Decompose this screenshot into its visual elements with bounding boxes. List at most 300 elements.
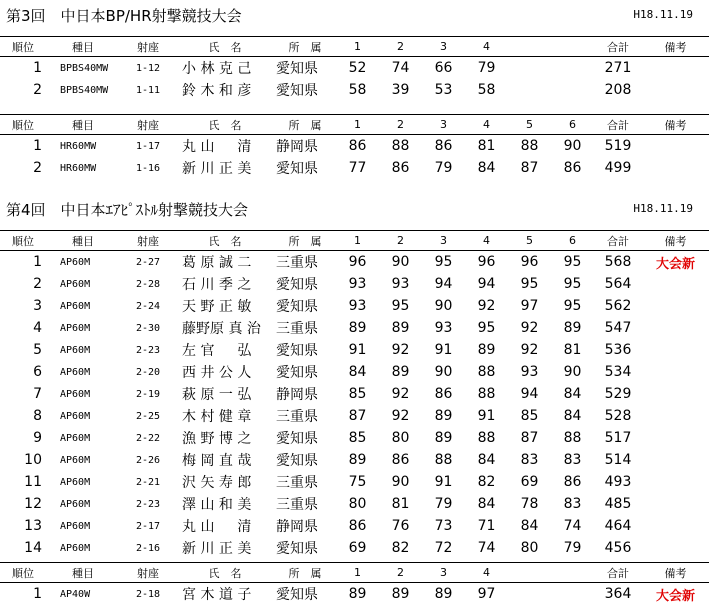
rank-cell: 2 [0,157,46,179]
score-cell: 96 [336,251,379,274]
table-header [0,37,709,57]
score-cell: 79 [465,57,508,80]
header-rank: 順位 [0,563,46,583]
score-cell: 93 [508,361,551,383]
total-cell: 271 [594,57,642,80]
score-cell: 89 [379,317,422,339]
score-cell: 76 [379,515,422,537]
lane-cell: 2-21 [120,471,176,493]
score-cell: 85 [336,427,379,449]
rank-cell: 9 [0,427,46,449]
header-score: 1 [336,231,379,251]
table-row [0,471,709,493]
score-cell: 90 [422,361,465,383]
score-cell: 89 [336,583,379,605]
name-cell: 宮 木 道 子 [176,583,274,605]
name-cell: 沢 矢 寿 郎 [176,471,274,493]
score-cell: 89 [422,583,465,605]
header-score: 2 [379,37,422,57]
score-cell: 81 [465,135,508,158]
remarks-cell: 大会新 [642,583,709,605]
total-cell: 568 [594,251,642,274]
header-name: 氏 名 [176,231,274,251]
score-cell: 83 [551,449,594,471]
score-cell: 92 [379,383,422,405]
score-cell: 90 [422,295,465,317]
header-score: 4 [465,563,508,583]
remarks-cell [642,361,709,383]
lane-cell: 2-30 [120,317,176,339]
score-cell: 87 [508,157,551,179]
header-score: 1 [336,563,379,583]
lane-cell: 2-18 [120,583,176,605]
score-cell: 94 [508,383,551,405]
total-cell: 547 [594,317,642,339]
score-cell: 92 [379,405,422,427]
event-cell: AP60M [46,339,120,361]
remarks-cell [642,493,709,515]
header-remarks: 備考 [642,37,709,57]
score-cell: 91 [422,471,465,493]
score-cell: 72 [422,537,465,559]
name-cell: 鈴 木 和 彦 [176,79,274,101]
table-row [0,135,709,158]
event-cell: AP60M [46,471,120,493]
score-cell: 80 [336,493,379,515]
header-score: 4 [465,115,508,135]
event-cell: AP60M [46,317,120,339]
score-cell [508,583,551,605]
remarks-cell [642,57,709,80]
header-name: 氏 名 [176,37,274,57]
score-cell: 82 [379,537,422,559]
score-cell: 89 [422,427,465,449]
header-rank: 順位 [0,37,46,57]
score-cell: 87 [336,405,379,427]
name-cell: 新 川 正 美 [176,157,274,179]
name-cell: 木 村 健 章 [176,405,274,427]
remarks-cell [642,135,709,158]
score-cell: 69 [336,537,379,559]
total-cell: 464 [594,515,642,537]
header-score: 1 [336,37,379,57]
event-cell: HR60MW [46,135,120,158]
header-total: 合計 [594,231,642,251]
score-cell: 95 [422,251,465,274]
remarks-cell [642,515,709,537]
table-row [0,273,709,295]
remarks-cell: 大会新 [642,251,709,274]
header-lane: 射座 [120,563,176,583]
lane-cell: 2-26 [120,449,176,471]
header-rank: 順位 [0,231,46,251]
lane-cell: 2-23 [120,493,176,515]
name-cell: 左 官 弘 [176,339,274,361]
affiliation-cell: 三重県 [274,405,336,427]
table-row [0,295,709,317]
remarks-cell [642,157,709,179]
score-cell: 84 [336,361,379,383]
header-score: 4 [465,231,508,251]
lane-cell: 2-22 [120,427,176,449]
score-cell: 89 [379,361,422,383]
score-cell: 87 [508,427,551,449]
table-row [0,57,709,80]
score-cell: 91 [422,339,465,361]
score-cell: 90 [551,361,594,383]
table-row [0,251,709,274]
score-cell: 79 [422,493,465,515]
score-cell: 88 [465,361,508,383]
header-lane: 射座 [120,231,176,251]
name-cell: 丸 山 清 [176,135,274,158]
remarks-cell [642,471,709,493]
header-score: 3 [422,115,465,135]
affiliation-cell: 愛知県 [274,79,336,101]
score-cell: 83 [508,449,551,471]
affiliation-cell: 三重県 [274,493,336,515]
name-cell: 萩 原 一 弘 [176,383,274,405]
name-cell: 小 林 克 己 [176,57,274,80]
score-cell: 79 [422,157,465,179]
header-remarks: 備考 [642,231,709,251]
header-score: 2 [379,231,422,251]
score-cell: 89 [551,317,594,339]
lane-cell: 2-27 [120,251,176,274]
header-total: 合計 [594,563,642,583]
table-row [0,361,709,383]
name-cell: 葛 原 誠 二 [176,251,274,274]
rank-cell: 11 [0,471,46,493]
score-cell: 75 [336,471,379,493]
name-cell: 新 川 正 美 [176,537,274,559]
score-cell: 93 [379,273,422,295]
name-cell: 西 井 公 人 [176,361,274,383]
score-cell: 66 [422,57,465,80]
score-cell: 89 [465,339,508,361]
score-cell: 90 [551,135,594,158]
header-score: 3 [422,37,465,57]
score-cell: 89 [379,583,422,605]
results-table [0,230,709,559]
score-cell: 88 [551,427,594,449]
table-row [0,493,709,515]
total-cell: 534 [594,361,642,383]
header-lane: 射座 [120,37,176,57]
affiliation-cell: 愛知県 [274,449,336,471]
total-cell: 514 [594,449,642,471]
header-score: 2 [379,563,422,583]
score-cell: 77 [336,157,379,179]
name-cell: 藤野原 真 治 [176,317,274,339]
table-row [0,449,709,471]
header-score: 6 [551,231,594,251]
remarks-cell [642,317,709,339]
score-cell: 96 [465,251,508,274]
affiliation-cell: 愛知県 [274,157,336,179]
table-row [0,427,709,449]
score-cell: 86 [551,157,594,179]
rank-cell: 5 [0,339,46,361]
header-score: 1 [336,115,379,135]
total-cell: 364 [594,583,642,605]
remarks-cell [642,339,709,361]
rank-cell: 1 [0,251,46,274]
header-score: 5 [508,115,551,135]
header-rank: 順位 [0,115,46,135]
header-remarks: 備考 [642,115,709,135]
header-name: 氏 名 [176,563,274,583]
lane-cell: 2-19 [120,383,176,405]
score-cell: 79 [551,537,594,559]
affiliation-cell: 愛知県 [274,57,336,80]
score-cell: 81 [551,339,594,361]
score-cell: 95 [551,251,594,274]
score-cell: 97 [465,583,508,605]
score-cell: 88 [465,383,508,405]
score-cell: 84 [551,383,594,405]
rank-cell: 13 [0,515,46,537]
score-cell: 74 [465,537,508,559]
score-cell: 78 [508,493,551,515]
remarks-cell [642,295,709,317]
name-cell: 天 野 正 敏 [176,295,274,317]
table-row [0,383,709,405]
score-cell: 93 [422,317,465,339]
lane-cell: 2-24 [120,295,176,317]
affiliation-cell: 愛知県 [274,361,336,383]
score-cell: 93 [336,273,379,295]
table-row [0,339,709,361]
rank-cell: 12 [0,493,46,515]
score-cell [551,583,594,605]
event-cell: AP60M [46,449,120,471]
score-cell: 88 [379,135,422,158]
event-cell: HR60MW [46,157,120,179]
header-affiliation: 所 属 [274,115,336,135]
score-cell: 84 [551,405,594,427]
score-cell [508,57,551,80]
rank-cell: 6 [0,361,46,383]
name-cell: 石 川 季 之 [176,273,274,295]
rank-cell: 1 [0,135,46,158]
table-row [0,157,709,179]
total-cell: 562 [594,295,642,317]
score-cell: 86 [379,449,422,471]
total-cell: 564 [594,273,642,295]
score-cell: 58 [336,79,379,101]
score-cell [551,57,594,80]
score-cell: 96 [508,251,551,274]
score-cell [551,79,594,101]
remarks-cell [642,273,709,295]
lane-cell: 2-20 [120,361,176,383]
score-cell: 88 [465,427,508,449]
rank-cell: 1 [0,57,46,80]
results-table [0,36,709,101]
table-row [0,317,709,339]
header-lane: 射座 [120,115,176,135]
event-cell: AP60M [46,405,120,427]
lane-cell: 2-16 [120,537,176,559]
name-cell: 梅 岡 直 哉 [176,449,274,471]
header-score: 3 [422,231,465,251]
score-cell: 85 [508,405,551,427]
score-cell: 86 [336,515,379,537]
event-cell: AP60M [46,295,120,317]
total-cell: 208 [594,79,642,101]
lane-cell: 1-11 [120,79,176,101]
event-cell: AP60M [46,427,120,449]
header-affiliation: 所 属 [274,37,336,57]
event-cell: AP60M [46,493,120,515]
table-row [0,405,709,427]
affiliation-cell: 愛知県 [274,273,336,295]
table-row [0,515,709,537]
score-cell: 58 [465,79,508,101]
affiliation-cell: 愛知県 [274,339,336,361]
table-row [0,79,709,101]
name-cell: 澤 山 和 美 [176,493,274,515]
header-event: 種目 [46,115,120,135]
header-score [551,37,594,57]
score-cell: 86 [422,383,465,405]
score-cell: 92 [465,295,508,317]
total-cell: 519 [594,135,642,158]
event-cell: AP40W [46,583,120,605]
score-cell: 86 [551,471,594,493]
score-cell: 81 [379,493,422,515]
score-cell: 90 [379,251,422,274]
remarks-cell [642,449,709,471]
score-cell: 86 [336,135,379,158]
score-cell: 84 [508,515,551,537]
header-total: 合計 [594,115,642,135]
header-total: 合計 [594,37,642,57]
affiliation-cell: 愛知県 [274,583,336,605]
event-cell: AP60M [46,383,120,405]
table-row [0,583,709,605]
results-table [0,114,709,179]
header-event: 種目 [46,231,120,251]
score-cell: 52 [336,57,379,80]
score-cell: 84 [465,493,508,515]
total-cell: 528 [594,405,642,427]
score-cell: 80 [379,427,422,449]
rank-cell: 4 [0,317,46,339]
table-header [0,563,709,583]
total-cell: 536 [594,339,642,361]
header-score [551,563,594,583]
header-score: 6 [551,115,594,135]
rank-cell: 2 [0,273,46,295]
total-cell: 456 [594,537,642,559]
lane-cell: 2-23 [120,339,176,361]
score-cell: 89 [422,405,465,427]
score-cell: 83 [551,493,594,515]
affiliation-cell: 愛知県 [274,537,336,559]
score-cell: 95 [508,273,551,295]
score-cell: 39 [379,79,422,101]
score-cell: 71 [465,515,508,537]
score-cell: 88 [508,135,551,158]
lane-cell: 2-25 [120,405,176,427]
header-name: 氏 名 [176,115,274,135]
score-cell: 84 [465,449,508,471]
rank-cell: 3 [0,295,46,317]
score-cell: 69 [508,471,551,493]
score-cell: 92 [379,339,422,361]
header-affiliation: 所 属 [274,563,336,583]
score-cell: 94 [465,273,508,295]
affiliation-cell: 愛知県 [274,427,336,449]
total-cell: 493 [594,471,642,493]
lane-cell: 1-17 [120,135,176,158]
score-cell: 95 [551,273,594,295]
remarks-cell [642,537,709,559]
score-cell: 92 [508,339,551,361]
total-cell: 529 [594,383,642,405]
header-score: 2 [379,115,422,135]
total-cell: 499 [594,157,642,179]
header-remarks: 備考 [642,563,709,583]
lane-cell: 2-17 [120,515,176,537]
event-cell: AP60M [46,251,120,274]
affiliation-cell: 静岡県 [274,515,336,537]
score-cell: 95 [379,295,422,317]
score-cell [508,79,551,101]
score-cell: 73 [422,515,465,537]
section-title: 第4回 中日本ｴｱﾋﾟｽﾄﾙ射撃競技大会 [6,199,248,220]
rank-cell: 8 [0,405,46,427]
score-cell: 89 [336,317,379,339]
rank-cell: 10 [0,449,46,471]
affiliation-cell: 三重県 [274,471,336,493]
header-score: 4 [465,37,508,57]
score-cell: 86 [422,135,465,158]
header-score [508,37,551,57]
header-score [508,563,551,583]
affiliation-cell: 静岡県 [274,383,336,405]
section-date: H18.11.19 [633,8,693,21]
name-cell: 丸 山 清 [176,515,274,537]
score-cell: 94 [422,273,465,295]
rank-cell: 7 [0,383,46,405]
score-cell: 80 [508,537,551,559]
score-cell: 89 [336,449,379,471]
remarks-cell [642,427,709,449]
score-cell: 91 [465,405,508,427]
event-cell: BPBS40MW [46,57,120,80]
score-cell: 53 [422,79,465,101]
rank-cell: 1 [0,583,46,605]
event-cell: BPBS40MW [46,79,120,101]
score-cell: 74 [551,515,594,537]
table-header [0,231,709,251]
score-cell: 97 [508,295,551,317]
lane-cell: 1-16 [120,157,176,179]
remarks-cell [642,405,709,427]
event-cell: AP60M [46,361,120,383]
score-cell: 74 [379,57,422,80]
event-cell: AP60M [46,537,120,559]
score-cell: 95 [551,295,594,317]
score-cell: 90 [379,471,422,493]
score-cell: 88 [422,449,465,471]
lane-cell: 1-12 [120,57,176,80]
header-event: 種目 [46,563,120,583]
score-cell: 95 [465,317,508,339]
